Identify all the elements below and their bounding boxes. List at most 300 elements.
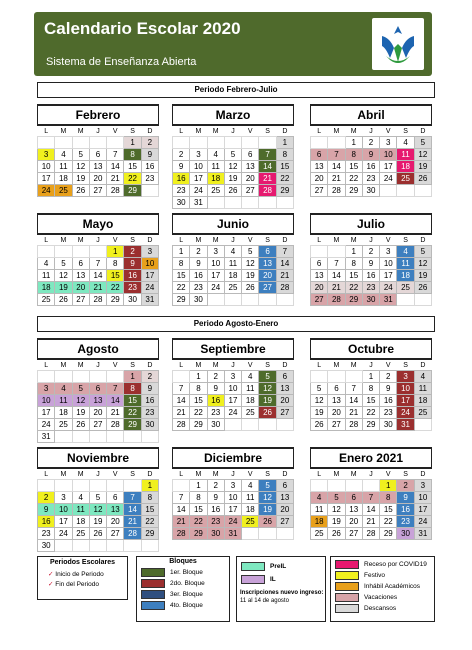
empty-cell	[224, 197, 241, 209]
week-row	[311, 371, 432, 383]
week-row	[311, 480, 432, 492]
day-cell: 30	[397, 528, 414, 540]
day-cell: 24	[380, 173, 397, 185]
empty-cell	[259, 294, 276, 306]
day-cell: 18	[207, 173, 224, 185]
week-row	[38, 504, 159, 516]
day-cell: 31	[414, 528, 431, 540]
week-row	[173, 504, 294, 516]
month-title: Marzo	[172, 104, 294, 126]
month-marzo	[172, 104, 294, 209]
day-cell: 29	[124, 419, 141, 431]
day-cell: 25	[207, 185, 224, 197]
week-row	[38, 246, 159, 258]
legend-b4: 4to. Bloque	[141, 601, 229, 610]
empty-cell	[242, 137, 259, 149]
month-agosto	[37, 338, 159, 443]
day-cell: 23	[38, 528, 55, 540]
day-cell: 15	[190, 504, 207, 516]
day-cell: 2	[141, 137, 158, 149]
day-cell: 27	[107, 528, 124, 540]
day-cell: 10	[397, 383, 414, 395]
day-cell: 11	[55, 161, 72, 173]
day-cell: 4	[311, 492, 328, 504]
day-cell: 15	[190, 395, 207, 407]
day-cell: 25	[242, 407, 259, 419]
weekday-label: J	[369, 237, 373, 244]
day-cell: 6	[89, 149, 106, 161]
end-marker-icon: ✓	[48, 581, 54, 588]
empty-cell	[276, 197, 293, 209]
empty-cell	[311, 480, 328, 492]
period-header-ago-ene: Periodo Agosto-Enero	[37, 316, 435, 332]
empty-cell	[107, 480, 124, 492]
day-cell: 24	[190, 185, 207, 197]
week-row	[311, 294, 432, 306]
day-cell: 25	[72, 528, 89, 540]
week-row	[173, 492, 294, 504]
day-cell: 17	[190, 173, 207, 185]
day-cell: 4	[414, 371, 431, 383]
month-grid	[310, 127, 432, 197]
empty-cell	[173, 371, 190, 383]
day-cell: 29	[345, 294, 362, 306]
day-cell: 31	[38, 431, 55, 443]
day-cell: 21	[89, 282, 106, 294]
day-cell: 7	[107, 149, 124, 161]
week-row	[38, 480, 159, 492]
weekday-label: V	[385, 128, 391, 135]
day-cell: 14	[345, 395, 362, 407]
month-grid	[172, 470, 294, 540]
legend-b2: 2do. Bloque	[141, 579, 229, 588]
day-cell: 15	[124, 161, 141, 173]
week-row	[38, 540, 159, 552]
month-grid	[37, 236, 159, 306]
week-row	[173, 383, 294, 395]
empty-cell	[259, 137, 276, 149]
day-cell: 15	[124, 395, 141, 407]
day-cell: 25	[55, 419, 72, 431]
empty-cell	[38, 371, 55, 383]
day-cell: 4	[55, 383, 72, 395]
weekday-label: D	[420, 362, 426, 369]
day-cell: 31	[190, 197, 207, 209]
week-row	[173, 173, 294, 185]
day-cell: 5	[414, 246, 431, 258]
day-cell: 8	[276, 149, 293, 161]
day-cell: 15	[173, 270, 190, 282]
day-cell: 8	[190, 383, 207, 395]
day-cell: 8	[345, 149, 362, 161]
day-cell: 29	[362, 419, 379, 431]
day-cell: 6	[259, 246, 276, 258]
day-cell: 9	[190, 258, 207, 270]
day-cell: 6	[328, 383, 345, 395]
day-cell: 8	[124, 383, 141, 395]
day-cell: 12	[224, 161, 241, 173]
day-cell: 1	[107, 246, 124, 258]
month-title: Octubre	[310, 338, 432, 360]
weekday-label: S	[265, 362, 270, 369]
day-cell: 17	[38, 173, 55, 185]
day-cell: 24	[397, 407, 414, 419]
day-cell: 31	[224, 528, 241, 540]
day-cell: 29	[380, 528, 397, 540]
day-cell: 20	[107, 516, 124, 528]
day-cell: 3	[224, 371, 241, 383]
day-cell: 3	[224, 480, 241, 492]
day-cell: 10	[207, 258, 224, 270]
day-cell: 21	[173, 516, 190, 528]
day-cell: 11	[311, 504, 328, 516]
day-cell: 1	[124, 137, 141, 149]
legend-b3: 3er. Bloque	[141, 590, 229, 599]
day-cell: 27	[276, 516, 293, 528]
day-cell: 14	[173, 504, 190, 516]
weekday-label: M	[60, 128, 67, 135]
empty-cell	[89, 371, 106, 383]
weekday-label: D	[282, 471, 288, 478]
day-cell: 27	[89, 185, 106, 197]
day-cell: 16	[362, 270, 379, 282]
empty-cell	[89, 480, 106, 492]
day-cell: 27	[345, 528, 362, 540]
day-cell: 29	[190, 528, 207, 540]
day-cell: 30	[124, 294, 141, 306]
day-cell: 8	[141, 492, 158, 504]
weekday-label: D	[147, 471, 153, 478]
legend-descansos: Descansos	[335, 604, 434, 613]
day-cell: 26	[242, 282, 259, 294]
day-cell: 21	[173, 407, 190, 419]
day-cell: 10	[141, 258, 158, 270]
month-title: Abril	[310, 104, 432, 126]
weekday-label: D	[420, 237, 426, 244]
day-cell: 20	[242, 173, 259, 185]
day-cell: 21	[328, 173, 345, 185]
day-cell: 15	[276, 161, 293, 173]
day-cell: 27	[328, 419, 345, 431]
day-cell: 19	[311, 407, 328, 419]
day-cell: 20	[345, 516, 362, 528]
swatch-prel	[241, 562, 265, 571]
week-row	[38, 137, 159, 149]
week-row	[38, 173, 159, 185]
day-cell: 7	[107, 383, 124, 395]
day-cell: 13	[328, 395, 345, 407]
empty-cell	[328, 137, 345, 149]
day-cell: 14	[328, 161, 345, 173]
weekday-label: M	[212, 128, 219, 135]
day-cell: 23	[362, 282, 379, 294]
weekday-label: L	[179, 237, 184, 244]
day-cell: 3	[38, 149, 55, 161]
empty-cell	[224, 294, 241, 306]
weekday-label: V	[247, 471, 253, 478]
day-cell: 22	[345, 173, 362, 185]
day-cell: 30	[207, 528, 224, 540]
weekday-label: J	[369, 128, 373, 135]
day-cell: 7	[362, 492, 379, 504]
week-row	[311, 516, 432, 528]
day-cell: 18	[397, 270, 414, 282]
day-cell: 20	[259, 270, 276, 282]
page-subtitle: Sistema de Enseñanza Abierta	[46, 56, 197, 68]
day-cell: 13	[242, 161, 259, 173]
day-cell: 10	[190, 161, 207, 173]
week-row	[173, 258, 294, 270]
day-cell: 15	[345, 270, 362, 282]
empty-cell	[72, 480, 89, 492]
day-cell: 16	[190, 270, 207, 282]
empty-cell	[107, 137, 124, 149]
day-cell: 18	[38, 282, 55, 294]
day-cell: 3	[380, 137, 397, 149]
weekday-label: M	[77, 237, 84, 244]
weekday-label: D	[282, 362, 288, 369]
weekday-label: S	[403, 128, 408, 135]
day-cell: 31	[397, 419, 414, 431]
day-cell: 1	[190, 371, 207, 383]
day-cell: 8	[124, 149, 141, 161]
week-row	[173, 516, 294, 528]
day-cell: 22	[107, 282, 124, 294]
empty-cell	[276, 294, 293, 306]
week-row	[38, 431, 159, 443]
day-cell: 1	[124, 371, 141, 383]
day-cell: 18	[55, 407, 72, 419]
weekday-label: J	[96, 471, 100, 478]
month-title: Febrero	[37, 104, 159, 126]
day-cell: 5	[89, 492, 106, 504]
day-cell: 14	[89, 270, 106, 282]
month-title: Enero 2021	[310, 447, 432, 469]
weekday-label: M	[77, 128, 84, 135]
day-cell: 1	[141, 480, 158, 492]
weekday-label: S	[265, 237, 270, 244]
month-title: Noviembre	[37, 447, 159, 469]
empty-cell	[89, 431, 106, 443]
weekday-label: M	[60, 237, 67, 244]
day-cell: 19	[242, 270, 259, 282]
weekday-label: V	[112, 471, 118, 478]
day-cell: 4	[72, 492, 89, 504]
day-cell: 22	[124, 173, 141, 185]
week-row	[311, 395, 432, 407]
day-cell: 8	[345, 258, 362, 270]
day-cell: 28	[173, 419, 190, 431]
weekday-label: M	[350, 362, 357, 369]
day-cell: 28	[107, 185, 124, 197]
week-row	[173, 246, 294, 258]
day-cell: 30	[190, 294, 207, 306]
day-cell: 25	[242, 516, 259, 528]
weekday-label: M	[195, 128, 202, 135]
empty-cell	[124, 540, 141, 552]
day-cell: 18	[311, 516, 328, 528]
swatch-b2	[141, 579, 165, 588]
weekday-label: J	[231, 128, 235, 135]
day-cell: 9	[207, 383, 224, 395]
empty-cell	[72, 371, 89, 383]
month-junio	[172, 213, 294, 306]
week-row	[173, 419, 294, 431]
day-cell: 22	[173, 282, 190, 294]
day-cell: 19	[259, 504, 276, 516]
weekday-label: J	[96, 237, 100, 244]
day-cell: 17	[380, 161, 397, 173]
day-cell: 14	[124, 504, 141, 516]
week-row	[173, 480, 294, 492]
day-cell: 12	[89, 504, 106, 516]
day-cell: 3	[55, 492, 72, 504]
day-cell: 5	[242, 246, 259, 258]
day-cell: 2	[173, 149, 190, 161]
weekday-label: M	[77, 362, 84, 369]
empty-cell	[207, 197, 224, 209]
weekday-label: V	[112, 362, 118, 369]
day-cell: 17	[141, 270, 158, 282]
month-title: Mayo	[37, 213, 159, 235]
day-cell: 5	[72, 383, 89, 395]
weekday-label: J	[369, 362, 373, 369]
week-row	[173, 282, 294, 294]
day-cell: 9	[38, 504, 55, 516]
day-cell: 2	[207, 480, 224, 492]
empty-cell	[414, 294, 431, 306]
day-cell: 22	[276, 173, 293, 185]
day-cell: 13	[89, 161, 106, 173]
weekday-label: M	[333, 471, 340, 478]
empty-cell	[89, 540, 106, 552]
month-octubre	[310, 338, 432, 431]
empty-cell	[311, 371, 328, 383]
week-row	[38, 294, 159, 306]
day-cell: 24	[38, 419, 55, 431]
day-cell: 11	[55, 395, 72, 407]
day-cell: 28	[276, 282, 293, 294]
day-cell: 7	[276, 246, 293, 258]
day-cell: 20	[276, 395, 293, 407]
day-cell: 26	[328, 528, 345, 540]
empty-cell	[72, 246, 89, 258]
weekday-label: L	[317, 362, 322, 369]
day-cell: 4	[397, 246, 414, 258]
day-cell: 31	[380, 294, 397, 306]
day-cell: 21	[107, 173, 124, 185]
legend-festivo: Festivo	[335, 571, 434, 580]
day-cell: 28	[259, 185, 276, 197]
day-cell: 1	[345, 246, 362, 258]
day-cell: 22	[362, 407, 379, 419]
day-cell: 19	[72, 407, 89, 419]
day-cell: 13	[276, 492, 293, 504]
day-cell: 23	[380, 407, 397, 419]
day-cell: 27	[311, 185, 328, 197]
day-cell: 20	[311, 282, 328, 294]
empty-cell	[207, 137, 224, 149]
day-cell: 22	[345, 282, 362, 294]
empty-cell	[276, 528, 293, 540]
weekday-label: S	[265, 128, 270, 135]
empty-cell	[55, 246, 72, 258]
day-cell: 12	[242, 258, 259, 270]
day-cell: 2	[141, 371, 158, 383]
day-cell: 7	[173, 492, 190, 504]
day-cell: 24	[224, 516, 241, 528]
empty-cell	[224, 419, 241, 431]
day-cell: 5	[72, 149, 89, 161]
empty-cell	[55, 137, 72, 149]
weekday-label: J	[369, 471, 373, 478]
day-cell: 5	[259, 480, 276, 492]
empty-cell	[328, 246, 345, 258]
week-row	[173, 407, 294, 419]
weekday-label: M	[195, 471, 202, 478]
week-row	[311, 504, 432, 516]
day-cell: 20	[276, 504, 293, 516]
day-cell: 10	[414, 492, 431, 504]
weekday-label: M	[212, 471, 219, 478]
day-cell: 7	[124, 492, 141, 504]
empty-cell	[141, 431, 158, 443]
day-cell: 22	[190, 516, 207, 528]
empty-cell	[55, 431, 72, 443]
day-cell: 7	[328, 258, 345, 270]
legend-fin: ✓ Fin del Periodo	[48, 581, 99, 588]
day-cell: 24	[141, 282, 158, 294]
day-cell: 23	[173, 185, 190, 197]
week-row	[311, 383, 432, 395]
week-row	[173, 371, 294, 383]
day-cell: 27	[242, 185, 259, 197]
day-cell: 18	[242, 395, 259, 407]
day-cell: 30	[362, 185, 379, 197]
week-row	[311, 137, 432, 149]
day-cell: 8	[380, 492, 397, 504]
week-row	[311, 258, 432, 270]
legend-inicio: ✓ Inicio de Periodo	[48, 571, 104, 578]
month-grid	[37, 361, 159, 443]
day-cell: 19	[414, 161, 431, 173]
day-cell: 4	[55, 149, 72, 161]
day-cell: 4	[224, 246, 241, 258]
month-julio	[310, 213, 432, 306]
weekday-label: L	[44, 362, 49, 369]
week-row	[38, 383, 159, 395]
month-title: Agosto	[37, 338, 159, 360]
day-cell: 9	[124, 258, 141, 270]
day-cell: 24	[414, 516, 431, 528]
day-cell: 12	[72, 395, 89, 407]
week-row	[311, 246, 432, 258]
day-cell: 30	[207, 419, 224, 431]
week-row	[311, 270, 432, 282]
weekday-label: L	[179, 362, 184, 369]
day-cell: 7	[173, 383, 190, 395]
month-title: Diciembre	[172, 447, 294, 469]
day-cell: 30	[173, 197, 190, 209]
day-cell: 27	[72, 294, 89, 306]
empty-cell	[89, 246, 106, 258]
page-title: Calendario Escolar 2020	[44, 19, 241, 38]
day-cell: 11	[207, 161, 224, 173]
day-cell: 12	[72, 161, 89, 173]
empty-cell	[311, 246, 328, 258]
day-cell: 9	[397, 492, 414, 504]
empty-cell	[242, 294, 259, 306]
